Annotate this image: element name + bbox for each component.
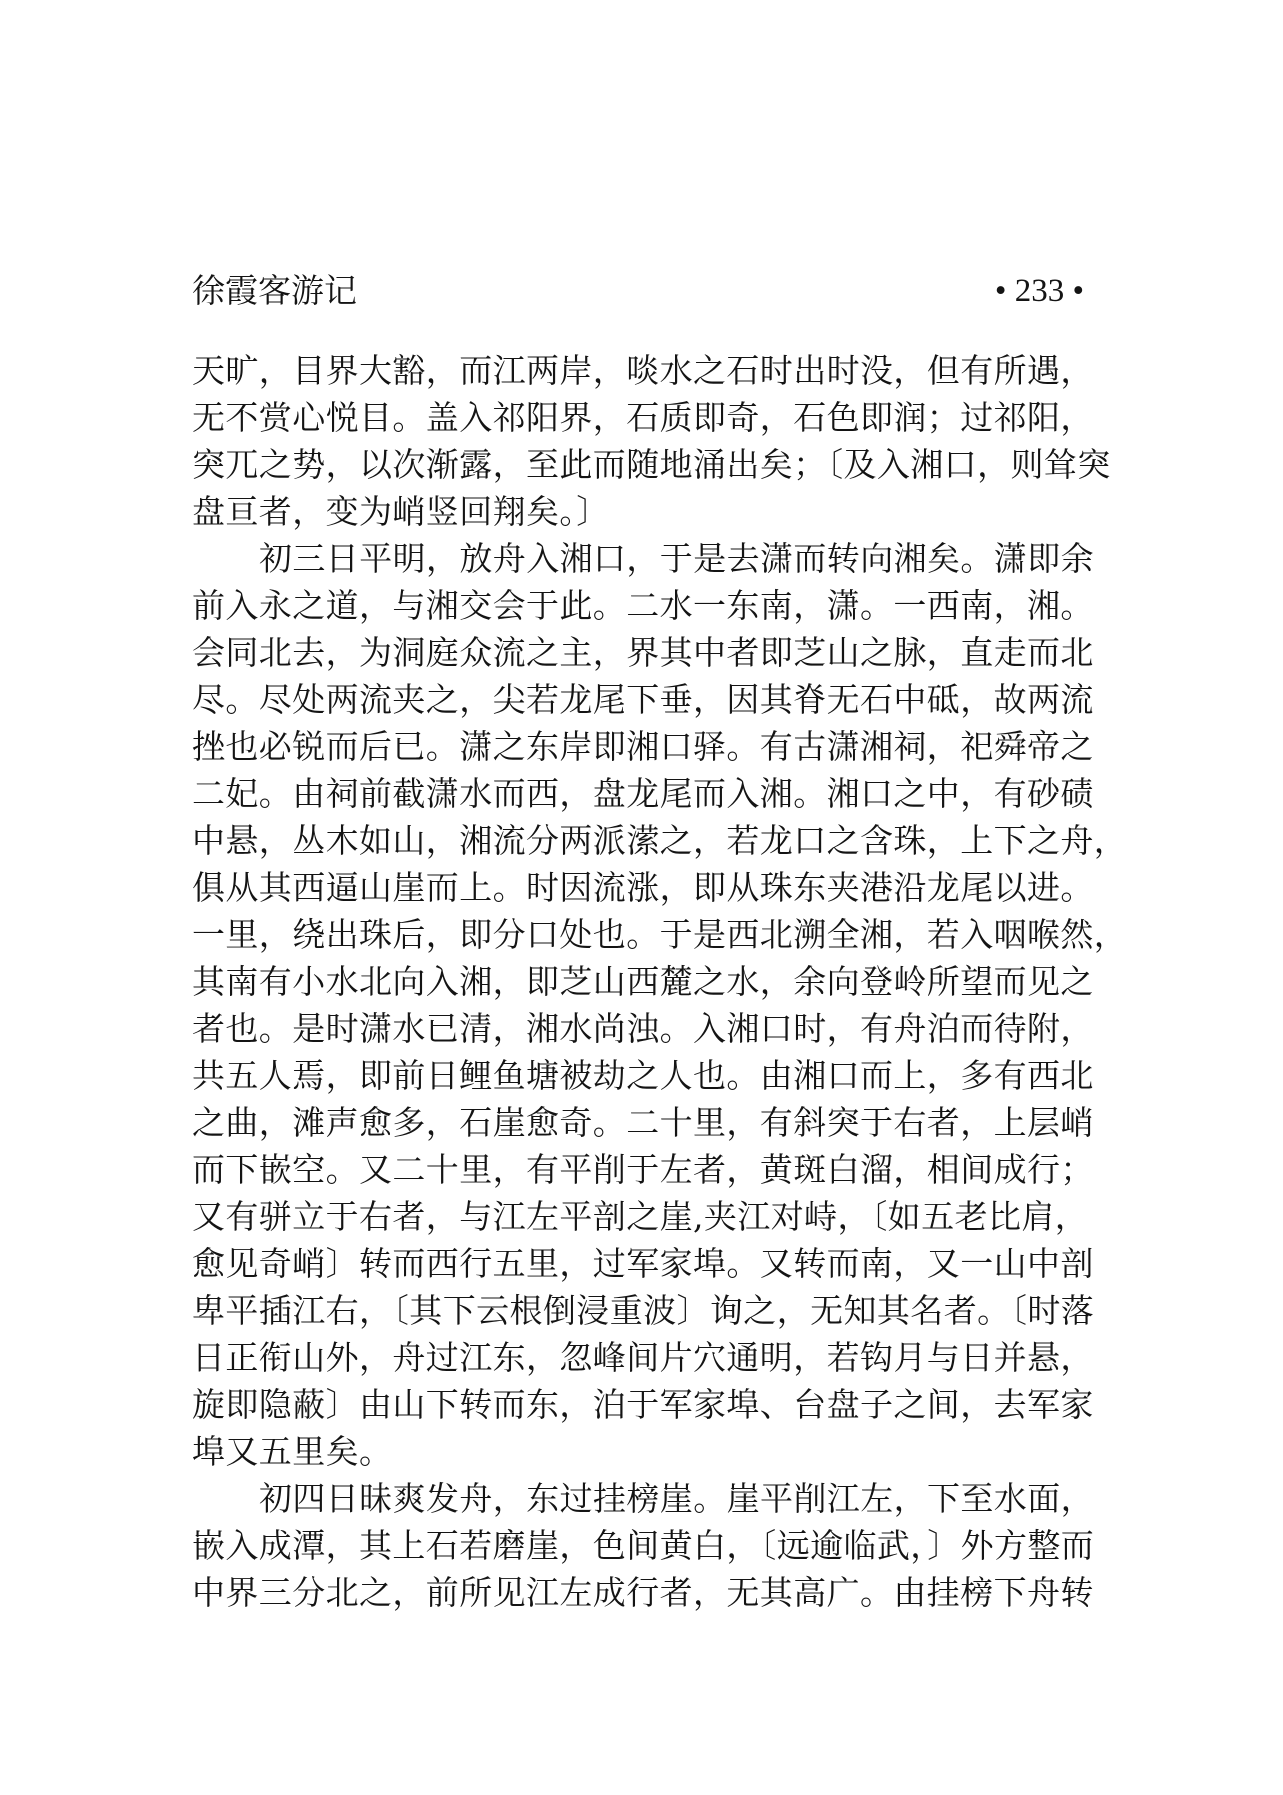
text-line: 挫也必锐而后已。潇之东岸即湘口驿。有古潇湘祠，祀舜帝之 (192, 727, 1094, 766)
text-line: 前入永之道，与湘交会于此。二水一东南，潇。一西南，湘。 (192, 586, 1094, 625)
text-line: 二妃。由祠前截潇水而西，盘龙尾而入湘。湘口之中，有砂碛 (192, 774, 1094, 813)
body-text (192, 347, 1128, 1616)
text-line: 之曲，滩声愈多，石崖愈奇。二十里，有斜突于右者，上层峭 (192, 1103, 1094, 1142)
text-line: 愈见奇峭〕转而西行五里，过军家埠。又转而南，又一山中剖 (192, 1244, 1094, 1283)
text-line: 者也。是时潇水已清，湘水尚浊。入湘口时，有舟泊而待附， (192, 1009, 1094, 1048)
text-line: 俱从其西逼山崖而上。时因流涨，即从珠东夹港沿龙尾以进。 (192, 868, 1094, 907)
text-line: 无不赏心悦目。盖入祁阳界，石质即奇，石色即润；过祁阳， (192, 398, 1094, 437)
text-line: 而下嵌空。又二十里，有平削于左者，黄斑白溜，相间成行； (192, 1150, 1094, 1189)
text-line: 尽。尽处两流夹之，尖若龙尾下垂，因其脊无石中砥，故两流 (192, 680, 1094, 719)
text-line: 嵌入成潭，其上石若磨崖，色间黄白，〔远逾临武，〕外方整而 (192, 1526, 1095, 1565)
page-number: • 233 • (994, 273, 1084, 309)
page-header (192, 266, 1084, 316)
text-line: 一里，绕出珠后，即分口处也。于是西北溯全湘，若入咽喉然， (192, 915, 1128, 954)
text-line: 中悬，丛木如山，湘流分两派潆之，若龙口之含珠，上下之舟， (192, 821, 1128, 860)
paragraph-start-line: 初四日昧爽发舟，东过挂榜崖。崖平削江左，下至水面， (259, 1479, 1094, 1518)
text-line: 埠又五里矣。 (192, 1432, 393, 1471)
text-line: 其南有小水北向入湘，即芝山西麓之水，余向登岭所望而见之 (192, 962, 1094, 1001)
text-line: 天旷，目界大豁，而江两岸，啖水之石时出时没，但有所遇， (192, 351, 1094, 390)
text-line: 突兀之势，以次渐露，至此而随地涌出矣；〔及入湘口，则耸突 (192, 445, 1111, 484)
paragraph-start-line: 初三日平明，放舟入湘口，于是去潇而转向湘矣。潇即余 (259, 539, 1094, 578)
text-line: 旋即隐蔽〕由山下转而东，泊于军家埠、台盘子之间，去军家 (192, 1385, 1094, 1424)
text-line: 共五人焉，即前日鲤鱼塘被劫之人也。由湘口而上，多有西北 (192, 1056, 1094, 1095)
text-line: 中界三分北之，前所见江左成行者，无其高广。由挂榜下舟转 (192, 1573, 1094, 1612)
text-line: 日正衔山外，舟过江东，忽峰间片穴通明，若钩月与日并悬， (192, 1338, 1094, 1377)
text-line: 又有骈立于右者，与江左平剖之崖,夹江对峙，〔如五老比肩， (192, 1197, 1089, 1236)
text-line: 盘亘者，变为峭竖回翔矣。〕 (192, 492, 610, 531)
text-line: 卑平插江右，〔其下云根倒浸重波〕询之，无知其名者。〔时落 (192, 1291, 1095, 1330)
text-line: 会同北去，为洞庭众流之主，界其中者即芝山之脉，直走而北 (192, 633, 1094, 672)
book-title: 徐霞客游记 (192, 271, 357, 310)
